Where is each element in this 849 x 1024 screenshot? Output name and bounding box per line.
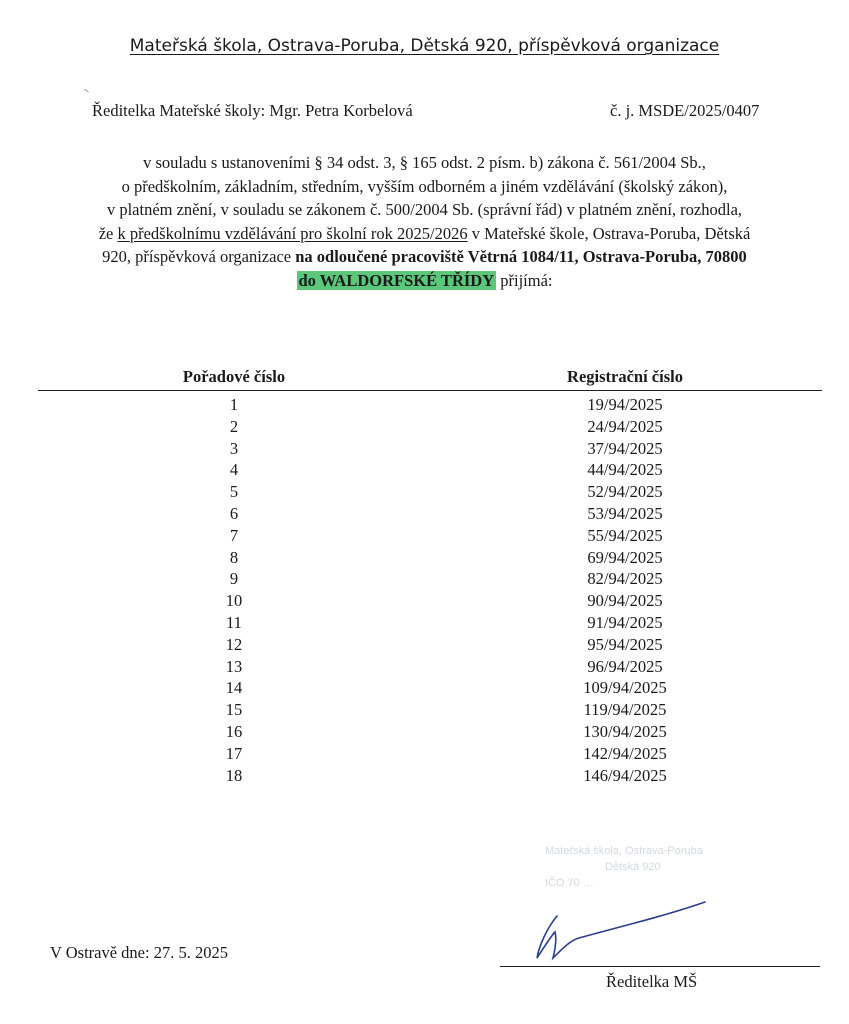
director-line: Ředitelka Mateřské školy: Mgr. Petra Korbelová [92, 101, 413, 120]
table-row [0, 481, 849, 503]
school-year-phrase: k předškolnímu vzdělávání pro školní rok 2025/2026 [117, 223, 468, 243]
order-number: 10 [225, 591, 243, 611]
order-number: 9 [229, 569, 239, 589]
document-header [0, 36, 849, 56]
table-row [0, 721, 849, 743]
table-row [0, 634, 849, 656]
table-row [0, 525, 849, 547]
table-row [0, 612, 849, 634]
order-number: 18 [225, 765, 243, 785]
handwritten-signature [525, 888, 725, 968]
registration-number: 109/94/2025 [583, 678, 667, 698]
order-number: 1 [229, 395, 239, 414]
order-number: 4 [229, 460, 239, 480]
order-number: 8 [229, 547, 239, 567]
registration-number: 90/94/2025 [587, 591, 663, 611]
decision-line-5 [40, 245, 809, 269]
order-number: 16 [225, 721, 243, 741]
order-number: 13 [225, 656, 243, 676]
registration-number: 24/94/2025 [587, 416, 663, 436]
decision-line-4-suffix: v Mateřské škole, Ostrava-Poruba, Dětská [467, 223, 751, 243]
table-row [0, 699, 849, 721]
table-row [0, 503, 849, 525]
order-number: 6 [229, 503, 239, 523]
decision-line-3: v platném znění, v souladu se zákonem č. 500/2004 Sb. (správní řád) v platném znění, rozhodla, [106, 200, 743, 219]
table-row [0, 656, 849, 678]
decision-line-4-prefix: že [98, 223, 118, 243]
reference-number: č. j. MSDE/2025/0407 [610, 101, 760, 120]
table-row [0, 743, 849, 765]
registration-number: 130/94/2025 [583, 721, 667, 741]
order-number: 12 [225, 634, 243, 654]
table-row [0, 547, 849, 569]
table-row [0, 438, 849, 460]
workplace-address: na odloučené pracoviště Větrná 1084/11, Ostrava-Poruba, 70800 [295, 247, 747, 266]
table-row [0, 416, 849, 438]
registration-number: 55/94/2025 [587, 525, 663, 545]
class-name-highlight: do WALDORFSKÉ TŘÍDY [298, 270, 495, 290]
place-and-date: V Ostravě dne: 27. 5. 2025 [50, 943, 228, 962]
column-header-order: Pořadové číslo [182, 367, 286, 386]
table-row [0, 765, 849, 787]
table-row [0, 568, 849, 590]
signature-role: Ředitelka MŠ [606, 972, 698, 991]
stamp-line-3: IČO 70 … [545, 877, 594, 889]
order-number: 15 [225, 700, 243, 720]
order-number: 7 [229, 525, 239, 545]
scan-mark [84, 89, 89, 93]
signature-stroke [537, 902, 705, 958]
registration-number: 96/94/2025 [587, 656, 663, 676]
order-number: 2 [229, 416, 239, 436]
registration-number: 95/94/2025 [587, 634, 663, 654]
decision-line-6-suffix: přijímá: [496, 270, 553, 290]
decision-line-5-prefix: 920, příspěvková organizace [102, 247, 296, 266]
registration-number: 69/94/2025 [587, 547, 663, 567]
decision-text [40, 151, 809, 292]
signature-line [500, 966, 820, 967]
stamp-line-2: Dětská 920 [605, 861, 661, 873]
table-row [0, 677, 849, 699]
order-number: 3 [229, 438, 239, 458]
decision-line-2: o předškolním, základním, středním, vyšším odborném a jiném vzdělávání (školský zákon), [121, 176, 728, 196]
column-header-registration: Registrační číslo [567, 367, 683, 386]
registration-number: 52/94/2025 [587, 482, 663, 502]
registration-number: 53/94/2025 [587, 503, 663, 523]
registration-number: 82/94/2025 [587, 569, 663, 589]
registration-number: 146/94/2025 [583, 765, 667, 785]
table-row [0, 394, 849, 416]
stamp-line-1: Mateřská škola, Ostrava-Poruba [545, 845, 703, 857]
decision-line-4 [40, 222, 809, 246]
registration-number: 119/94/2025 [583, 700, 667, 720]
registration-number: 142/94/2025 [583, 743, 667, 763]
order-number: 17 [225, 743, 243, 763]
order-number: 11 [226, 612, 242, 632]
table-row [0, 590, 849, 612]
school-name: Mateřská škola, Ostrava-Poruba, Dětská 920, příspěvková organizace [129, 36, 720, 56]
table-header-rule [38, 390, 822, 391]
admission-table [0, 394, 849, 786]
decision-line-1: v souladu s ustanoveními § 34 odst. 3, § 165 odst. 2 písm. b) zákona č. 561/2004 Sb., [143, 153, 706, 172]
order-number: 14 [225, 678, 243, 698]
order-number: 5 [229, 482, 239, 502]
table-row [0, 459, 849, 481]
registration-number: 44/94/2025 [587, 460, 663, 480]
registration-number: 91/94/2025 [587, 612, 663, 632]
registration-number: 19/94/2025 [587, 395, 663, 414]
registration-number: 37/94/2025 [587, 438, 663, 458]
decision-line-6 [40, 269, 809, 293]
